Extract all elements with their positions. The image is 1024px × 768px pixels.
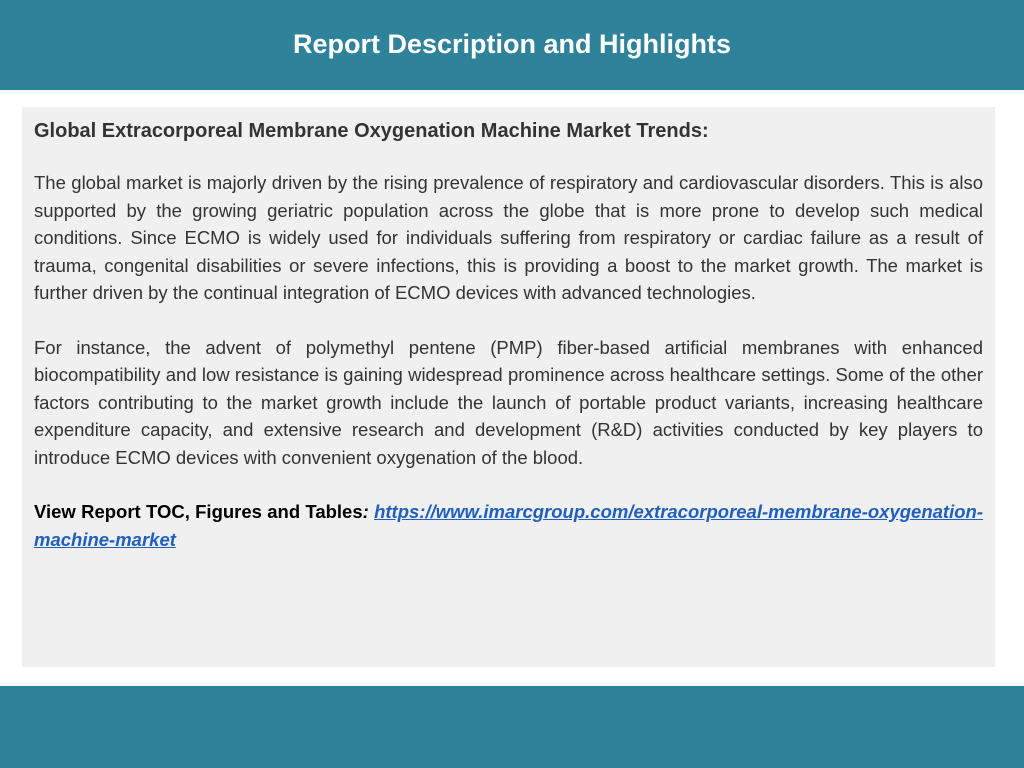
view-report-colon: : bbox=[362, 501, 369, 522]
view-report-label: View Report TOC, Figures and Tables bbox=[34, 501, 363, 522]
view-report-line bbox=[34, 498, 983, 553]
section-heading-text: Global Extracorporeal Membrane Oxygenation Machine Market Trends bbox=[34, 120, 702, 142]
header-band bbox=[0, 0, 1024, 90]
paragraph-pmp-membranes: For instance, the advent of polymethyl pentene (PMP) fiber-based artificial membranes with enhanced biocompatibility and low resistance is gaining widespread prominence across healthcare settings. Some of the other factors contributing to the market growth include the launch of portable product variants, increasing healthcare expenditure capacity, and extensive research and development (R&D) activities conducted by key players to introduce ECMO devices with convenient oxygenation of the blood. bbox=[34, 336, 983, 468]
slide-title: Report Description and Highlights bbox=[292, 28, 731, 59]
section-heading bbox=[34, 117, 983, 145]
content-panel bbox=[22, 107, 995, 667]
paragraph-market-drivers: The global market is majorly driven by the rising prevalence of respiratory and cardiovascular disorders. This is also supported by the growing geriatric population across the globe that is more prone to develop such medical conditions. Since ECMO is widely used for individuals suffering from respiratory or cardiac failure as a result of trauma, congenital disabilities or severe infections, this is providing a boost to the market growth. The market is further driven by the continual integration of ECMO devices with advanced technologies. bbox=[34, 172, 983, 303]
report-link[interactable]: https://www.imarcgroup.com/extracorporeal-membrane-oxygenation-machine-market bbox=[34, 501, 983, 550]
section-heading-colon: : bbox=[701, 120, 709, 142]
footer-band bbox=[0, 686, 1024, 768]
